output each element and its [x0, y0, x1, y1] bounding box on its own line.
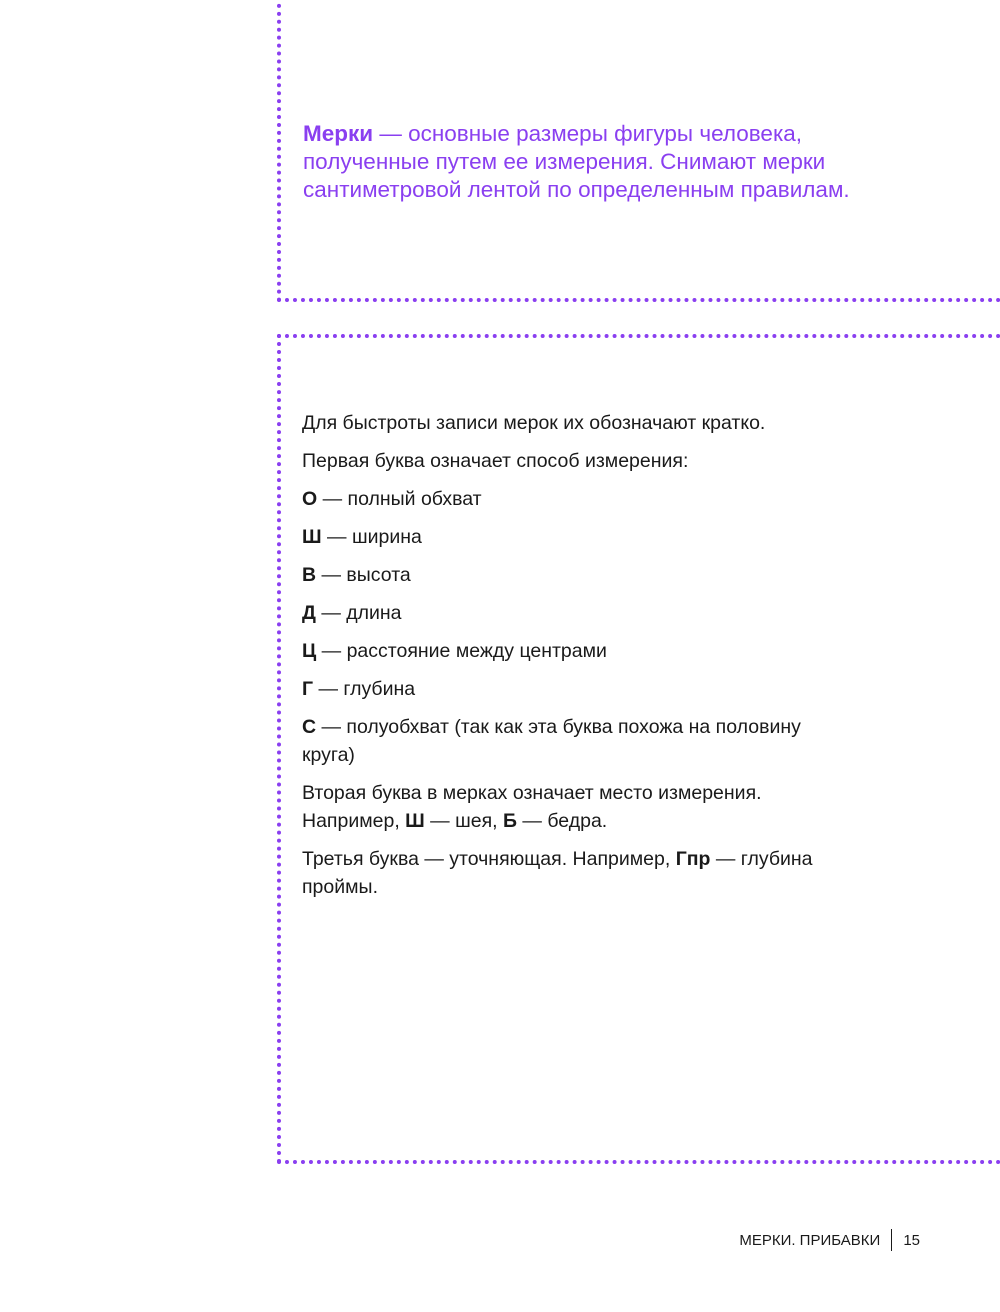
- letter-code: Д: [302, 602, 316, 624]
- letter-code: Г: [302, 678, 314, 700]
- notation-intro: Для быстроты записи мерок их обозначают кратко.: [302, 412, 766, 434]
- definition-paragraph: [303, 120, 863, 204]
- running-header: МЕРКИ. ПРИБАВКИ: [739, 1231, 881, 1249]
- letter-code: О: [302, 488, 318, 510]
- letter-code: В: [302, 564, 317, 586]
- page-number: 15: [903, 1231, 920, 1249]
- list-item: [302, 675, 847, 703]
- list-item: [302, 713, 847, 769]
- example-code: Б: [503, 810, 518, 832]
- letter-code: Ц: [302, 640, 317, 662]
- page-footer: [700, 1228, 920, 1252]
- letter-meaning: — полный обхват: [317, 488, 482, 510]
- list-item: [302, 485, 847, 513]
- third-letter-paragraph: [302, 845, 847, 901]
- list-item: [302, 523, 847, 551]
- definition-text: — основные размеры фигуры человека, полученные путем ее измерения. Снимают мерки сантиметровой лентой по определенным правилам.: [303, 121, 850, 202]
- letter-code: С: [302, 716, 317, 738]
- letter-meaning: — высота: [316, 564, 411, 586]
- second-letter-text: — бедра.: [517, 810, 608, 832]
- third-letter-text: — глубина проймы.: [302, 848, 813, 898]
- second-letter-text: — шея,: [424, 810, 503, 832]
- letter-meaning: — глубина: [313, 678, 416, 700]
- letter-meaning: — ширина: [321, 526, 422, 548]
- letter-code: Ш: [302, 526, 322, 548]
- first-letter-intro: Первая буква означает способ измерения:: [302, 450, 689, 472]
- example-code: Гпр: [675, 848, 711, 870]
- letter-meaning: — расстояние между центрами: [316, 640, 607, 662]
- footer-divider: [891, 1229, 892, 1251]
- letter-meaning: — полуобхват (так как эта буква похожа на половину круга): [302, 716, 801, 766]
- list-item: [302, 637, 847, 665]
- second-letter-paragraph: [302, 779, 847, 835]
- list-item: [302, 561, 847, 589]
- example-code: Ш: [405, 810, 425, 832]
- second-letter-text: Вторая буква в мерках означает место измерения. Например,: [302, 782, 762, 832]
- notation-content: [302, 409, 847, 911]
- list-item: [302, 599, 847, 627]
- letter-meaning: — длина: [315, 602, 402, 624]
- definition-term: Мерки: [303, 121, 374, 146]
- third-letter-text: Третья буква — уточняющая. Например,: [302, 848, 676, 870]
